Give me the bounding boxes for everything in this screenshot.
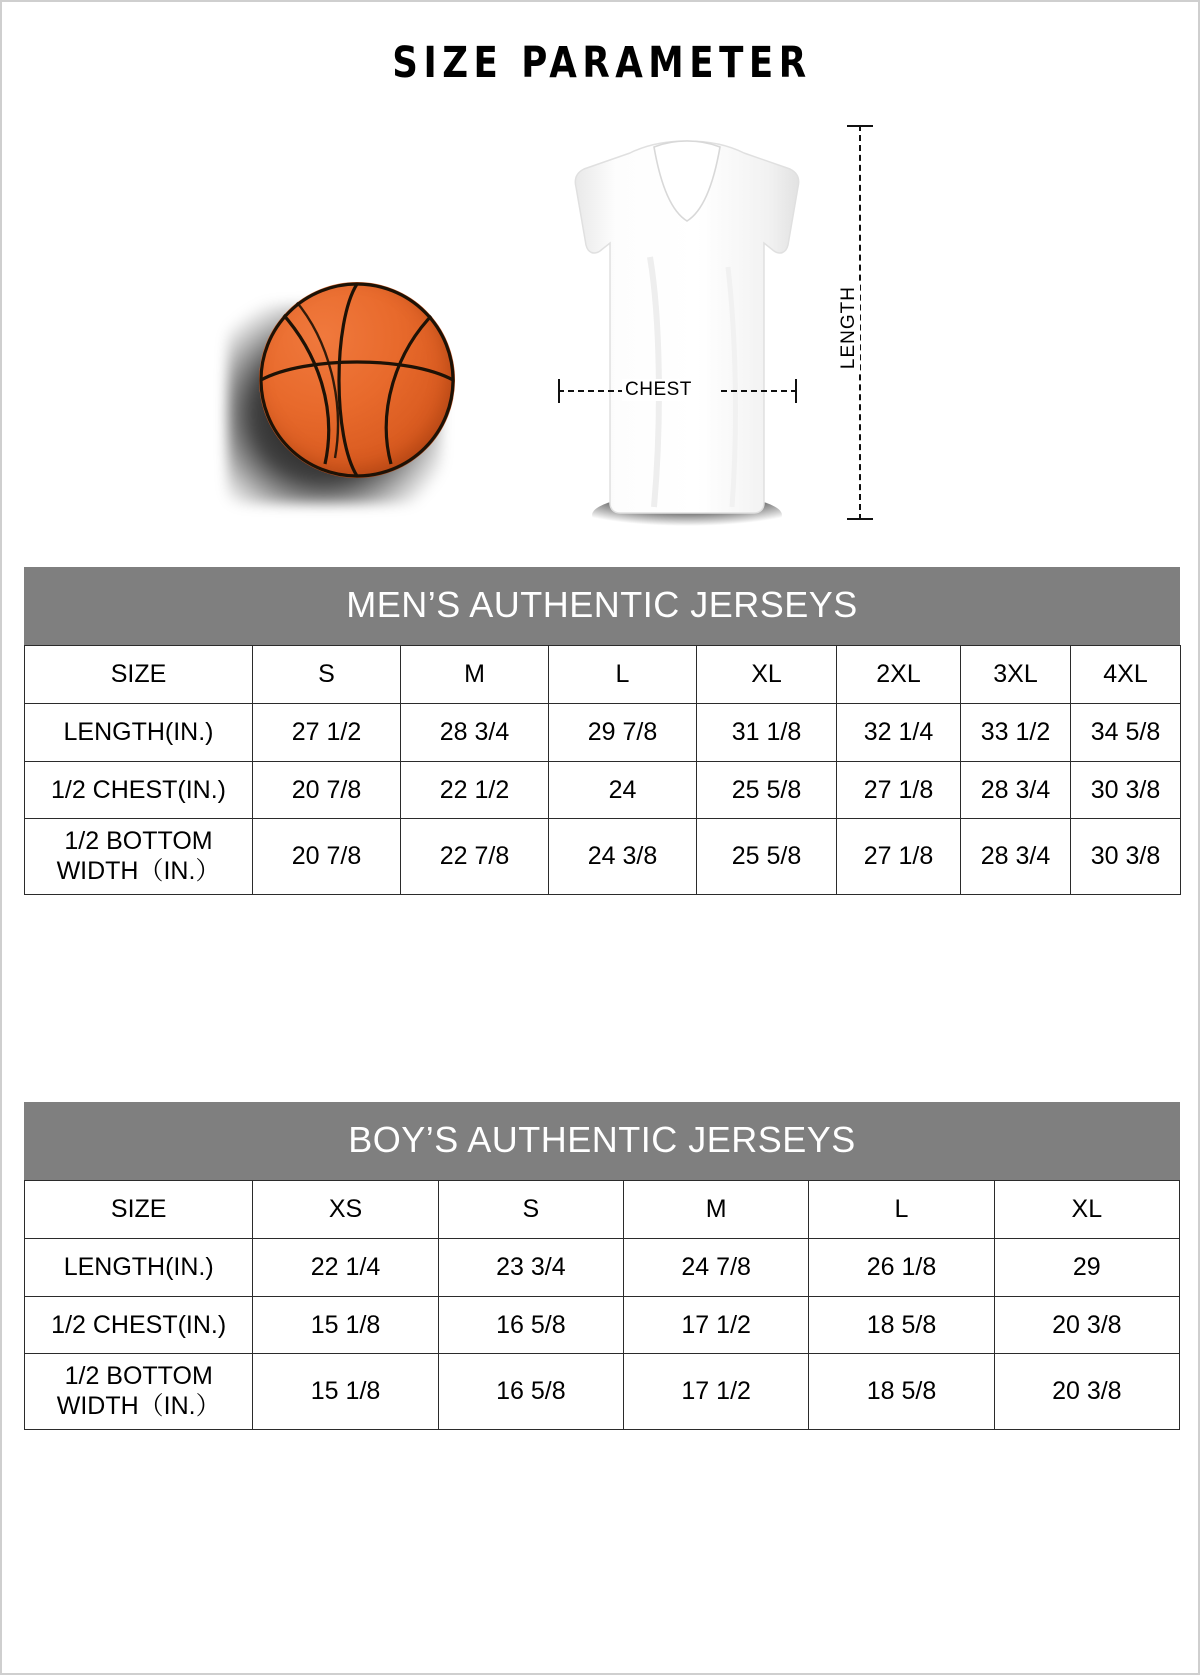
boy-bottom-xl: 20 3/8 [994,1354,1179,1430]
mens-size-table [24,645,1181,895]
boy-chest-s: 16 5/8 [438,1296,623,1354]
length-tick-top [847,125,873,127]
boy-row-label-chest: 1/2 CHEST(IN.) [25,1296,253,1354]
chest-line-right [721,390,797,392]
boy-length-xs: 22 1/4 [253,1238,438,1296]
boys-size-table [24,1180,1180,1430]
men-row-label-bottom-width [25,819,253,895]
men-length-m: 28 3/4 [401,703,549,761]
men-bottom-s: 20 7/8 [253,819,401,895]
boy-length-m: 24 7/8 [624,1238,809,1296]
men-length-xl: 31 1/8 [697,703,837,761]
men-length-s: 27 1/2 [253,703,401,761]
men-col-header-2xl: 2XL [837,646,961,704]
men-length-3xl: 33 1/2 [961,703,1071,761]
men-row-label-bottom-width-line2: WIDTH（IN.） [56,856,221,885]
boy-col-header-s: S [438,1181,623,1239]
men-col-header-m: M [401,646,549,704]
length-label: LENGTH [838,282,860,373]
table-row [25,646,1181,704]
men-bottom-l: 24 3/8 [549,819,697,895]
boy-col-header-l: L [809,1181,994,1239]
boy-row-label-length: LENGTH(IN.) [25,1238,253,1296]
table-row [25,1181,1180,1239]
men-length-2xl: 32 1/4 [837,703,961,761]
men-row-label-length: LENGTH(IN.) [25,703,253,761]
basketball-sphere [259,282,455,478]
illustration-area [2,107,1200,562]
men-bottom-m: 22 7/8 [401,819,549,895]
chest-label: CHEST [622,379,695,401]
table-row [25,1354,1180,1430]
boy-col-header-size: SIZE [25,1181,253,1239]
boy-chest-l: 18 5/8 [809,1296,994,1354]
table-row [25,761,1181,819]
men-bottom-3xl: 28 3/4 [961,819,1071,895]
chest-line-left [558,390,624,392]
table-row [25,703,1181,761]
basketball-icon [217,282,487,542]
men-chest-3xl: 28 3/4 [961,761,1071,819]
men-bottom-4xl: 30 3/8 [1071,819,1181,895]
boys-table-heading: BOY’S AUTHENTIC JERSEYS [24,1102,1180,1180]
boy-bottom-l: 18 5/8 [809,1354,994,1430]
boy-length-l: 26 1/8 [809,1238,994,1296]
boy-col-header-xs: XS [253,1181,438,1239]
men-col-header-size: SIZE [25,646,253,704]
boy-chest-xs: 15 1/8 [253,1296,438,1354]
boy-row-label-bottom-width-line2: WIDTH（IN.） [56,1391,221,1420]
boys-size-table-block [24,1102,1180,1430]
men-chest-4xl: 30 3/8 [1071,761,1181,819]
jersey-graphic [542,117,832,537]
boy-col-header-xl: XL [994,1181,1179,1239]
men-chest-xl: 25 5/8 [697,761,837,819]
men-chest-2xl: 27 1/8 [837,761,961,819]
jersey-icon [542,117,832,537]
boy-bottom-s: 16 5/8 [438,1354,623,1430]
men-row-label-bottom-width-line1: 1/2 BOTTOM [64,827,213,856]
boy-row-label-bottom-width-line1: 1/2 BOTTOM [64,1362,213,1391]
boy-col-header-m: M [624,1181,809,1239]
men-bottom-2xl: 27 1/8 [837,819,961,895]
mens-table-heading: MEN’S AUTHENTIC JERSEYS [24,567,1180,645]
length-tick-bottom [847,518,873,520]
boy-bottom-xs: 15 1/8 [253,1354,438,1430]
men-row-label-chest: 1/2 CHEST(IN.) [25,761,253,819]
men-col-header-4xl: 4XL [1071,646,1181,704]
men-length-l: 29 7/8 [549,703,697,761]
men-col-header-xl: XL [697,646,837,704]
boy-row-label-bottom-width [25,1354,253,1430]
men-chest-m: 22 1/2 [401,761,549,819]
men-bottom-xl: 25 5/8 [697,819,837,895]
men-chest-l: 24 [549,761,697,819]
boy-chest-xl: 20 3/8 [994,1296,1179,1354]
boy-length-xl: 29 [994,1238,1179,1296]
men-col-header-3xl: 3XL [961,646,1071,704]
basketball-seams [259,282,455,478]
table-row [25,1296,1180,1354]
men-length-4xl: 34 5/8 [1071,703,1181,761]
boy-length-s: 23 3/4 [438,1238,623,1296]
table-row [25,819,1181,895]
boy-chest-m: 17 1/2 [624,1296,809,1354]
men-col-header-l: L [549,646,697,704]
boy-bottom-m: 17 1/2 [624,1354,809,1430]
table-row [25,1238,1180,1296]
men-chest-s: 20 7/8 [253,761,401,819]
men-col-header-s: S [253,646,401,704]
mens-size-table-block [24,567,1180,895]
page-title: SIZE PARAMETER [392,38,812,88]
